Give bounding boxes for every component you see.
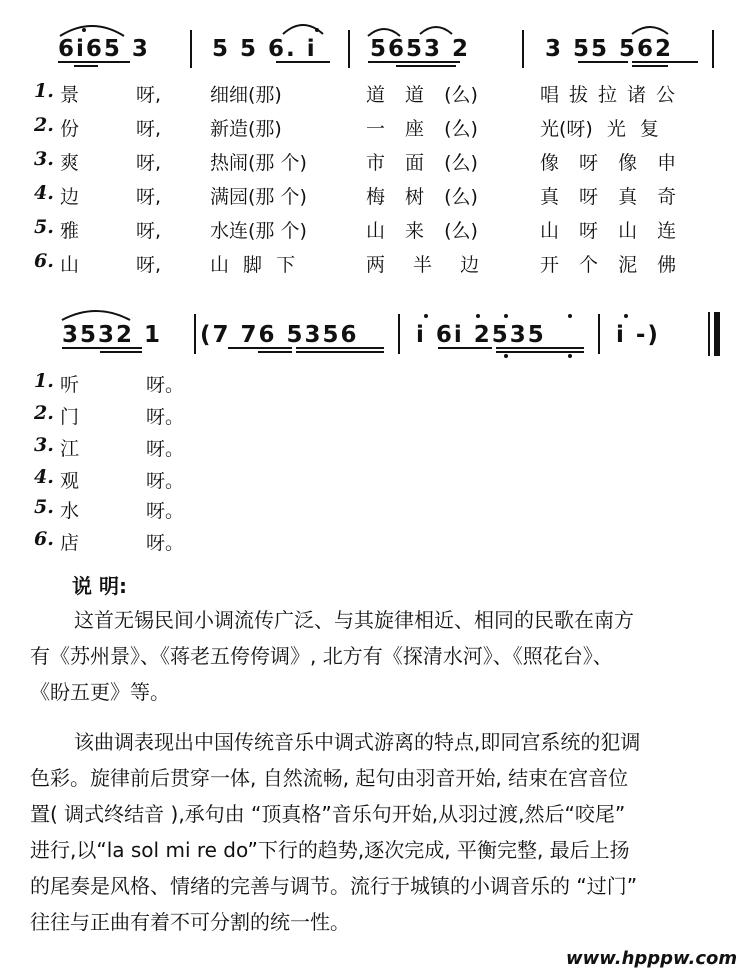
measure-2: 5 5 6. i — [212, 36, 317, 62]
lyric-text: 呀, — [136, 118, 162, 140]
lyric-text: 山 来 (么) — [366, 220, 478, 242]
explanation-paragraph-2 — [30, 724, 720, 940]
measure-1: 6i65 3 — [58, 36, 150, 62]
text-line: 这首无锡民间小调流传广泛、与其旋律相近、相同的民歌在南方 — [74, 608, 634, 632]
lyric-text: 一 座 (么) — [366, 118, 478, 140]
lyric-text: 细细(那) — [210, 84, 282, 106]
lyric-text: 新造(那) — [210, 118, 282, 140]
lyric-text: 山 脚 下 — [210, 254, 296, 276]
verse-number: 4. — [34, 182, 54, 204]
verse-number: 5. — [34, 496, 54, 518]
lyric-text: 山 呀 山 连 — [540, 220, 677, 242]
watermark-text: www.hpppw.com — [566, 948, 738, 969]
lyric-text: 呀。 — [146, 500, 185, 522]
text-line: 《盼五更》等。 — [30, 680, 170, 704]
lyric-text: 雅 — [60, 220, 80, 242]
text-line: 的尾奏是风格、情绪的完善与调节。流行于城镇的小调音乐的 “过门” — [30, 874, 638, 898]
lyric-text: 山 — [60, 254, 80, 276]
lyric-text: 真 呀 真 奇 — [540, 186, 677, 208]
measure-6: (7 76 5356 — [200, 322, 359, 348]
verse-number: 1. — [34, 370, 54, 392]
notation-marks — [0, 290, 750, 370]
lyric-text: 观 — [60, 470, 80, 492]
lyric-text: 满园(那 个) — [210, 186, 307, 208]
measure-5: 3532 1 — [62, 322, 163, 348]
lyric-text: 梅 树 (么) — [366, 186, 478, 208]
lyric-text: 呀, — [136, 254, 162, 276]
text-line: 置( 调式终结音 ),承句由 “顶真格”音乐句开始,从羽过渡,然后“咬尾” — [30, 802, 626, 826]
text-line: 往往与正曲有着不可分割的统一性。 — [30, 910, 350, 934]
explanation-paragraph-1 — [30, 602, 720, 710]
measure-3: 5653 2 — [370, 36, 471, 62]
verse-number: 1. — [34, 80, 54, 102]
lyric-text: 开 个 泥 佛 — [540, 254, 677, 276]
text-line: 进行,以“la sol mi re do”下行的趋势,逐次完成, 平衡完整, 最后上扬 — [30, 838, 630, 862]
text-line: 该曲调表现出中国传统音乐中调式游离的特点,即同宫系统的犯调 — [74, 730, 641, 754]
verse-number: 3. — [34, 434, 54, 456]
explanation-title: 说 明: — [72, 574, 127, 598]
lyric-text: 呀。 — [146, 374, 185, 396]
verse-number: 2. — [34, 402, 54, 424]
lyric-text: 两 半 边 — [366, 254, 480, 276]
lyric-text: 呀。 — [146, 470, 185, 492]
lyric-text: 呀。 — [146, 438, 185, 460]
lyric-text: 水连(那 个) — [210, 220, 307, 242]
verse-number: 6. — [34, 250, 54, 272]
measure-4: 3 55 562 — [545, 36, 674, 62]
lyric-text: 热闹(那 个) — [210, 152, 307, 174]
lyric-text: 水 — [60, 500, 80, 522]
lyric-text: 呀。 — [146, 406, 185, 428]
lyric-text: 呀, — [136, 84, 162, 106]
text-line: 有《苏州景》、《蒋老五侉侉调》, 北方有《探清水河》、《照花台》、 — [30, 644, 613, 668]
lyric-text: 市 面 (么) — [366, 152, 478, 174]
verse-number: 2. — [34, 114, 54, 136]
notation-marks — [0, 0, 750, 80]
lyric-text: 道 道 (么) — [366, 84, 478, 106]
verse-number: 5. — [34, 216, 54, 238]
lyric-text: 店 — [60, 532, 80, 554]
lyric-text: 爽 — [60, 152, 80, 174]
measure-8: i -) — [616, 322, 660, 348]
text-line: 色彩。旋律前后贯穿一体, 自然流畅, 起句由羽音开始, 结束在宫音位 — [30, 766, 629, 790]
verse-number: 4. — [34, 466, 54, 488]
lyric-text: 边 — [60, 186, 80, 208]
lyric-text: 唱拔拉诸公 — [540, 84, 686, 106]
lyric-text: 呀, — [136, 152, 162, 174]
measure-7: i 6i 2535 — [416, 322, 546, 348]
lyric-text: 听 — [60, 374, 80, 396]
lyric-text: 景 — [60, 84, 80, 106]
lyric-text: 呀。 — [146, 532, 185, 554]
lyric-text: 江 — [60, 438, 80, 460]
lyric-text: 门 — [60, 406, 80, 428]
verse-number: 6. — [34, 528, 54, 550]
lyric-text: 份 — [60, 118, 80, 140]
verse-number: 3. — [34, 148, 54, 170]
lyric-text: 光(呀) 光 复 — [540, 118, 659, 140]
lyric-text: 呀, — [136, 220, 162, 242]
lyric-text: 像 呀 像 申 — [540, 152, 677, 174]
lyric-text: 呀, — [136, 186, 162, 208]
